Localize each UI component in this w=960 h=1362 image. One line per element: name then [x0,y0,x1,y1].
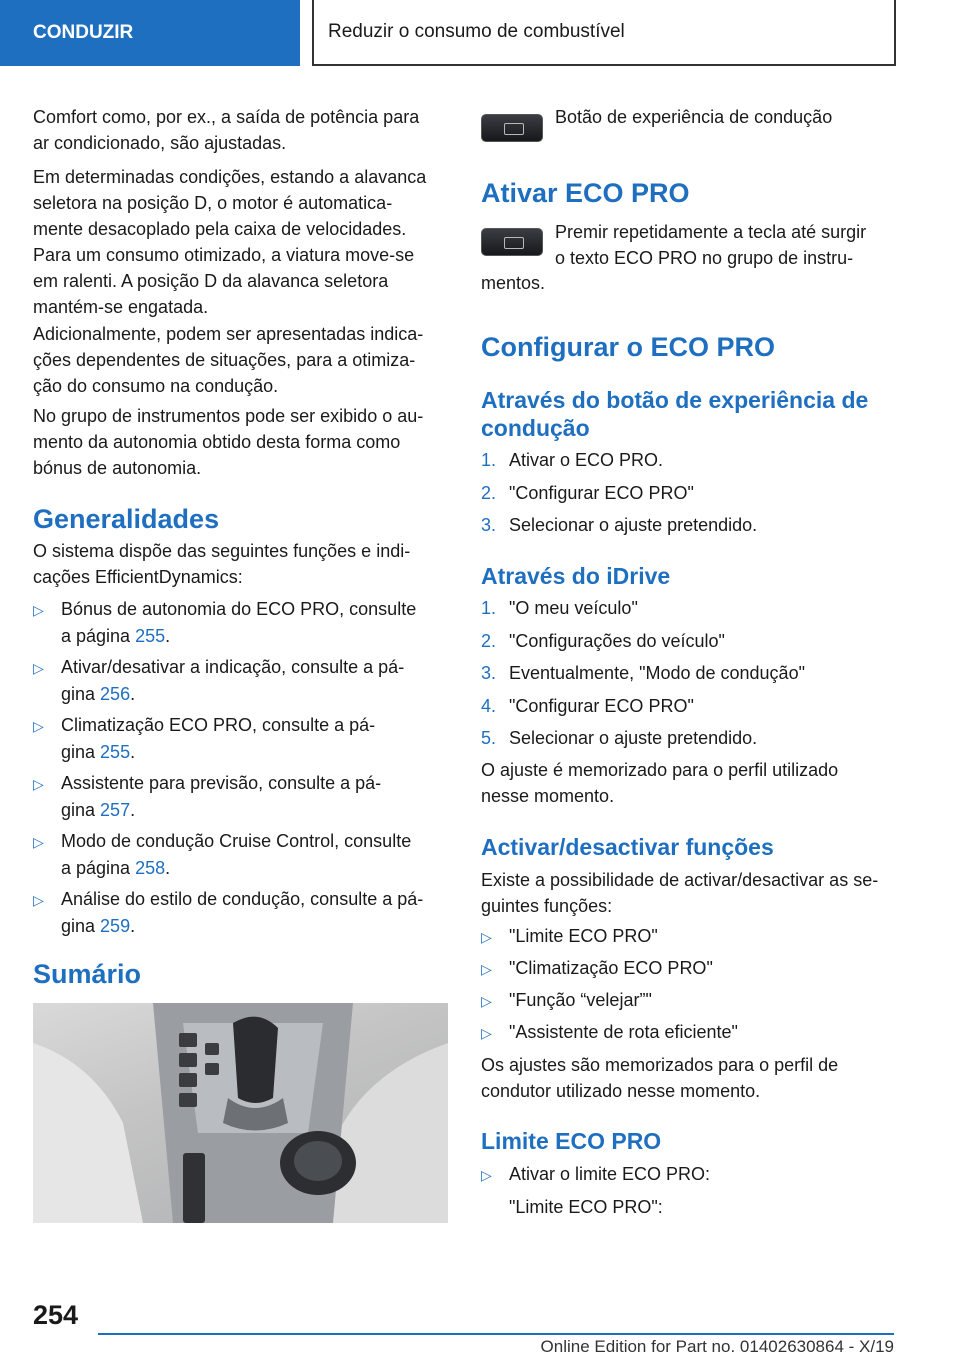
step-text: Selecionar o ajuste pretendido. [509,515,758,535]
footer-rule [98,1333,894,1335]
button-caption: Botão de experiência de condução [555,107,833,127]
botao-heading [481,386,868,442]
paragraph-line: Em determinadas condições, estando a alavanca [33,167,427,187]
ativar-heading: Ativar ECO PRO [481,178,690,208]
step-number: 2. [481,630,497,651]
intro-line: Existe a possibilidade de activar/desactivar as se- [481,870,879,890]
bullet-triangle-icon: ▷ [481,993,492,1009]
bullet-text: "Climatização ECO PRO" [509,958,713,978]
intro-paragraph [33,321,423,399]
paragraph-line: Comfort como, por ex., a saída de potência para [33,107,420,127]
ativar-line: mentos. [481,273,546,293]
bullet-text: . [130,684,136,704]
bullet-triangle-icon: ▷ [33,892,44,908]
paragraph-line: Para um consumo otimizado, a viatura move-se [33,245,415,265]
intro-paragraph [33,104,419,156]
step-number: 2. [481,482,497,503]
step-text: Selecionar o ajuste pretendido. [509,728,758,748]
paragraph-line: ção do consumo na condução. [33,376,279,396]
configurar-heading: Configurar o ECO PRO [481,332,776,362]
intro-paragraph [33,164,426,320]
step-text: Eventualmente, "Modo de condução" [509,663,805,683]
step-number: 3. [481,515,497,535]
bullet-text: . [165,858,171,878]
step-text: "O meu veículo" [509,598,638,618]
step-number: 3. [481,663,497,683]
bullet-text: Ativar o limite ECO PRO: [509,1164,711,1184]
heading-line: Através do botão de experiência de [481,387,869,413]
activar-list-item [481,987,652,1014]
bullet-text: gina [61,800,101,820]
idrive-note [481,757,838,809]
step-number: 5. [481,728,497,748]
bullet-text: Ativar/desativar a indicação, consulte a pá- [61,657,405,677]
ativar-line: o texto ECO PRO no grupo de instru- [555,248,854,268]
bullet-triangle-icon: ▷ [481,929,492,945]
bullet-triangle-icon: ▷ [481,1025,492,1041]
note-line: Os ajustes são memorizados para o perfil de [481,1055,839,1075]
intro-line: cações EfficientDynamics: [33,567,243,587]
function-list-item [33,712,375,765]
generalidades-heading: Generalidades [33,504,220,534]
bullet-triangle-icon: ▷ [33,660,44,676]
limite-sub: "Limite ECO PRO": [509,1197,663,1217]
bullet-triangle-icon: ▷ [33,718,44,734]
limite-bullet [481,1161,710,1188]
step-number: 1. [481,450,497,470]
center-console-illustration [33,1003,448,1223]
paragraph-line: mento da autonomia obtido desta forma como [33,432,401,452]
bullet-text: . [130,800,136,820]
page-link[interactable]: 259 [100,916,131,936]
bullet-text: a página [61,626,136,646]
bullet-text: gina [61,684,101,704]
bullet-text: gina [61,916,101,936]
bullet-triangle-icon: ▷ [481,1167,492,1183]
function-list-item [33,596,416,649]
paragraph-line: mantém-se engatada. [33,297,209,317]
step-item [481,595,638,621]
activar-intro [481,867,878,919]
ativar-line: Premir repetidamente a tecla até surgir [555,222,867,242]
paragraph-line: ções dependentes de situações, para a otimiza- [33,350,416,370]
page-link[interactable]: 255 [100,742,131,762]
step-item [481,628,725,654]
step-number: 4. [481,695,497,716]
step-item [481,447,663,473]
paragraph-line: bónus de autonomia. [33,458,202,478]
bullet-text: "Limite ECO PRO" [509,926,658,946]
bullet-triangle-icon: ▷ [33,834,44,850]
bullet-text: Modo de condução Cruise Control, consulte [61,831,412,851]
note-line: nesse momento. [481,786,615,806]
driving-experience-button-icon [481,114,543,142]
bullet-triangle-icon: ▷ [33,602,44,618]
page-link[interactable]: 258 [135,858,166,878]
paragraph-line: Adicionalmente, podem ser apresentadas indica- [33,324,424,344]
intro-line: O sistema dispõe das seguintes funções e indi- [33,541,411,561]
bullet-triangle-icon: ▷ [481,961,492,977]
intro-paragraph [33,403,423,481]
bullet-text: . [165,626,171,646]
note-line: condutor utilizado nesse momento. [481,1081,761,1101]
section-tab[interactable]: CONDUZIR [0,0,300,66]
idrive-heading: Através do iDrive [481,563,671,589]
edition-note: Online Edition for Part no. 01402630864 - X/19 [540,1337,894,1356]
function-list-item [33,770,381,823]
note-line: O ajuste é memorizado para o perfil utilizado [481,760,839,780]
step-item [481,693,694,719]
bullet-text: Climatização ECO PRO, consulte a pá- [61,715,376,735]
function-list-item [33,654,404,707]
paragraph-line: ar condicionado, são ajustadas. [33,133,287,153]
activar-list-item [481,955,713,982]
function-list-item [33,886,423,939]
sumario-heading: Sumário [33,959,142,989]
activar-note [481,1052,838,1104]
limite-heading: Limite ECO PRO [481,1128,662,1154]
page-number: 254 [33,1300,79,1330]
activar-list-item [481,923,658,950]
console-photo [33,1003,448,1223]
bullet-triangle-icon: ▷ [33,776,44,792]
driving-experience-button-icon [481,228,543,256]
heading-line: condução [481,415,590,441]
step-number: 1. [481,598,497,618]
page-link[interactable]: 255 [135,626,166,646]
page-title: Reduzir o consumo de combustível [312,0,896,66]
paragraph-line: em ralenti. A posição D da alavanca seletora [33,271,389,291]
bullet-text: "Assistente de rota eficiente" [509,1022,738,1042]
activar-list-item [481,1019,738,1046]
bullet-text: a página [61,858,136,878]
intro-line: guintes funções: [481,896,613,916]
step-text: "Configurar ECO PRO" [509,482,694,503]
bullet-text: Assistente para previsão, consulte a pá- [61,773,382,793]
bullet-text: . [130,916,136,936]
bullet-text: gina [61,742,101,762]
bullet-text: . [130,742,136,762]
activar-heading: Activar/desactivar funções [481,834,774,860]
step-item [481,480,694,506]
function-list-item [33,828,411,881]
step-item [481,725,757,751]
paragraph-line: No grupo de instrumentos pode ser exibido o au- [33,406,424,426]
step-text: "Configurações do veículo" [509,630,725,651]
step-item [481,660,805,686]
generalidades-intro [33,538,453,590]
bullet-text: Bónus de autonomia do ECO PRO, consulte [61,599,417,619]
step-item [481,512,757,538]
page-link[interactable]: 256 [100,684,131,704]
step-text: "Configurar ECO PRO" [509,695,694,716]
step-text: Ativar o ECO PRO. [509,450,664,470]
paragraph-line: mente desacoplado pela caixa de velocidades. [33,219,407,239]
paragraph-line: seletora na posição D, o motor é automatica- [33,193,393,213]
bullet-text: "Função “velejar”" [509,990,652,1010]
page-link[interactable]: 257 [100,800,131,820]
bullet-text: Análise do estilo de condução, consulte a pá- [61,889,424,909]
